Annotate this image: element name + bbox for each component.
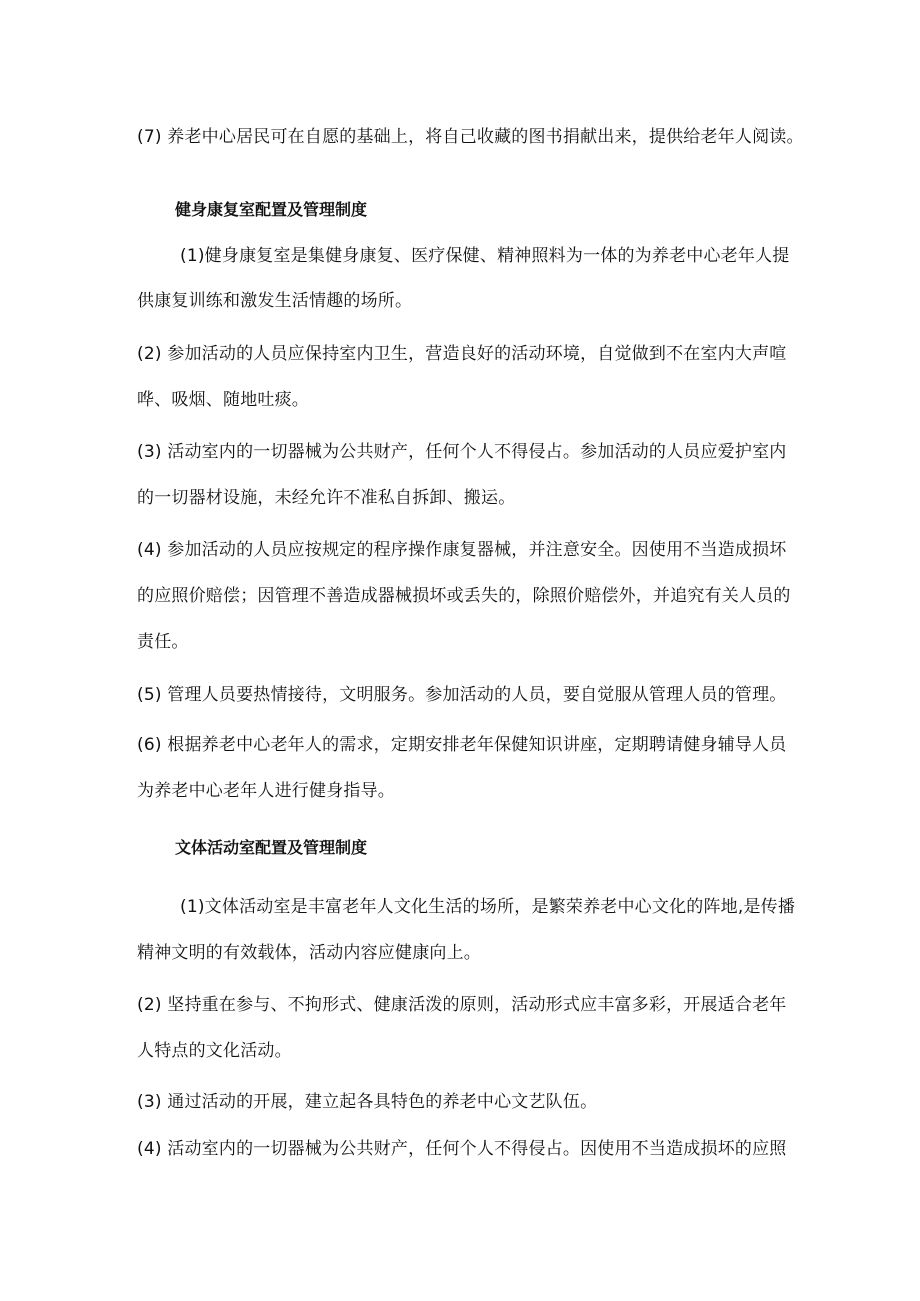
item-7-library-donation: (7) 养老中心居民可在自愿的基础上，将自己收藏的图书捐献出来，提供给老年人阅读。 <box>137 127 804 147</box>
section-heading-fitness-room: 健身康复室配置及管理制度 <box>175 200 368 219</box>
fitness-item-5: (5) 管理人员要热情接待，文明服务。参加活动的人员，要自觉服从管理人员的管理。 <box>137 685 787 705</box>
fitness-item-6-line-2: 为养老中心老年人进行健身指导。 <box>137 781 395 801</box>
fitness-item-6-line-1: (6) 根据养老中心老年人的需求，定期安排老年保健知识讲座，定期聘请健身辅导人员 <box>137 735 787 755</box>
fitness-item-2-line-1: (2) 参加活动的人员应保持室内卫生，营造良好的活动环境，自觉做到不在室内大声喧 <box>137 344 787 364</box>
fitness-item-1-line-2: 供康复训练和激发生活情趣的场所。 <box>137 291 413 311</box>
section-heading-recreation-room: 文体活动室配置及管理制度 <box>175 838 368 857</box>
recreation-item-4-line-1: (4) 活动室内的一切器械为公共财产，任何个人不得侵占。因使用不当造成损坏的应照 <box>137 1139 787 1159</box>
fitness-item-4-line-2: 的应照价赔偿；因管理不善造成器械损坏或丢失的，除照价赔偿外，并追究有关人员的 <box>137 586 791 606</box>
recreation-item-3: (3) 通过活动的开展，建立起各具特色的养老中心文艺队伍。 <box>137 1092 598 1112</box>
recreation-item-2-line-1: (2) 坚持重在参与、不拘形式、健康活泼的原则，活动形式应丰富多彩，开展适合老年 <box>137 995 787 1015</box>
recreation-item-1-line-1: (1)文体活动室是丰富老年人文化生活的场所，是繁荣养老中心文化的阵地,是传播 <box>180 897 796 917</box>
fitness-item-1-line-1: (1)健身康复室是集健身康复、医疗保健、精神照料为一体的为养老中心老年人提 <box>180 246 790 266</box>
fitness-item-3-line-1: (3) 活动室内的一切器械为公共财产，任何个人不得侵占。参加活动的人员应爱护室内 <box>137 442 787 462</box>
fitness-item-4-line-3: 责任。 <box>137 632 189 652</box>
recreation-item-2-line-2: 人特点的文化活动。 <box>137 1041 292 1061</box>
fitness-item-3-line-2: 的一切器材设施，未经允许不准私自拆卸、搬运。 <box>137 488 516 508</box>
fitness-item-2-line-2: 哗、吸烟、随地吐痰。 <box>137 390 309 410</box>
fitness-item-4-line-1: (4) 参加活动的人员应按规定的程序操作康复器械，并注意安全。因使用不当造成损坏 <box>137 540 787 560</box>
recreation-item-1-line-2: 精神文明的有效载体，活动内容应健康向上。 <box>137 943 481 963</box>
